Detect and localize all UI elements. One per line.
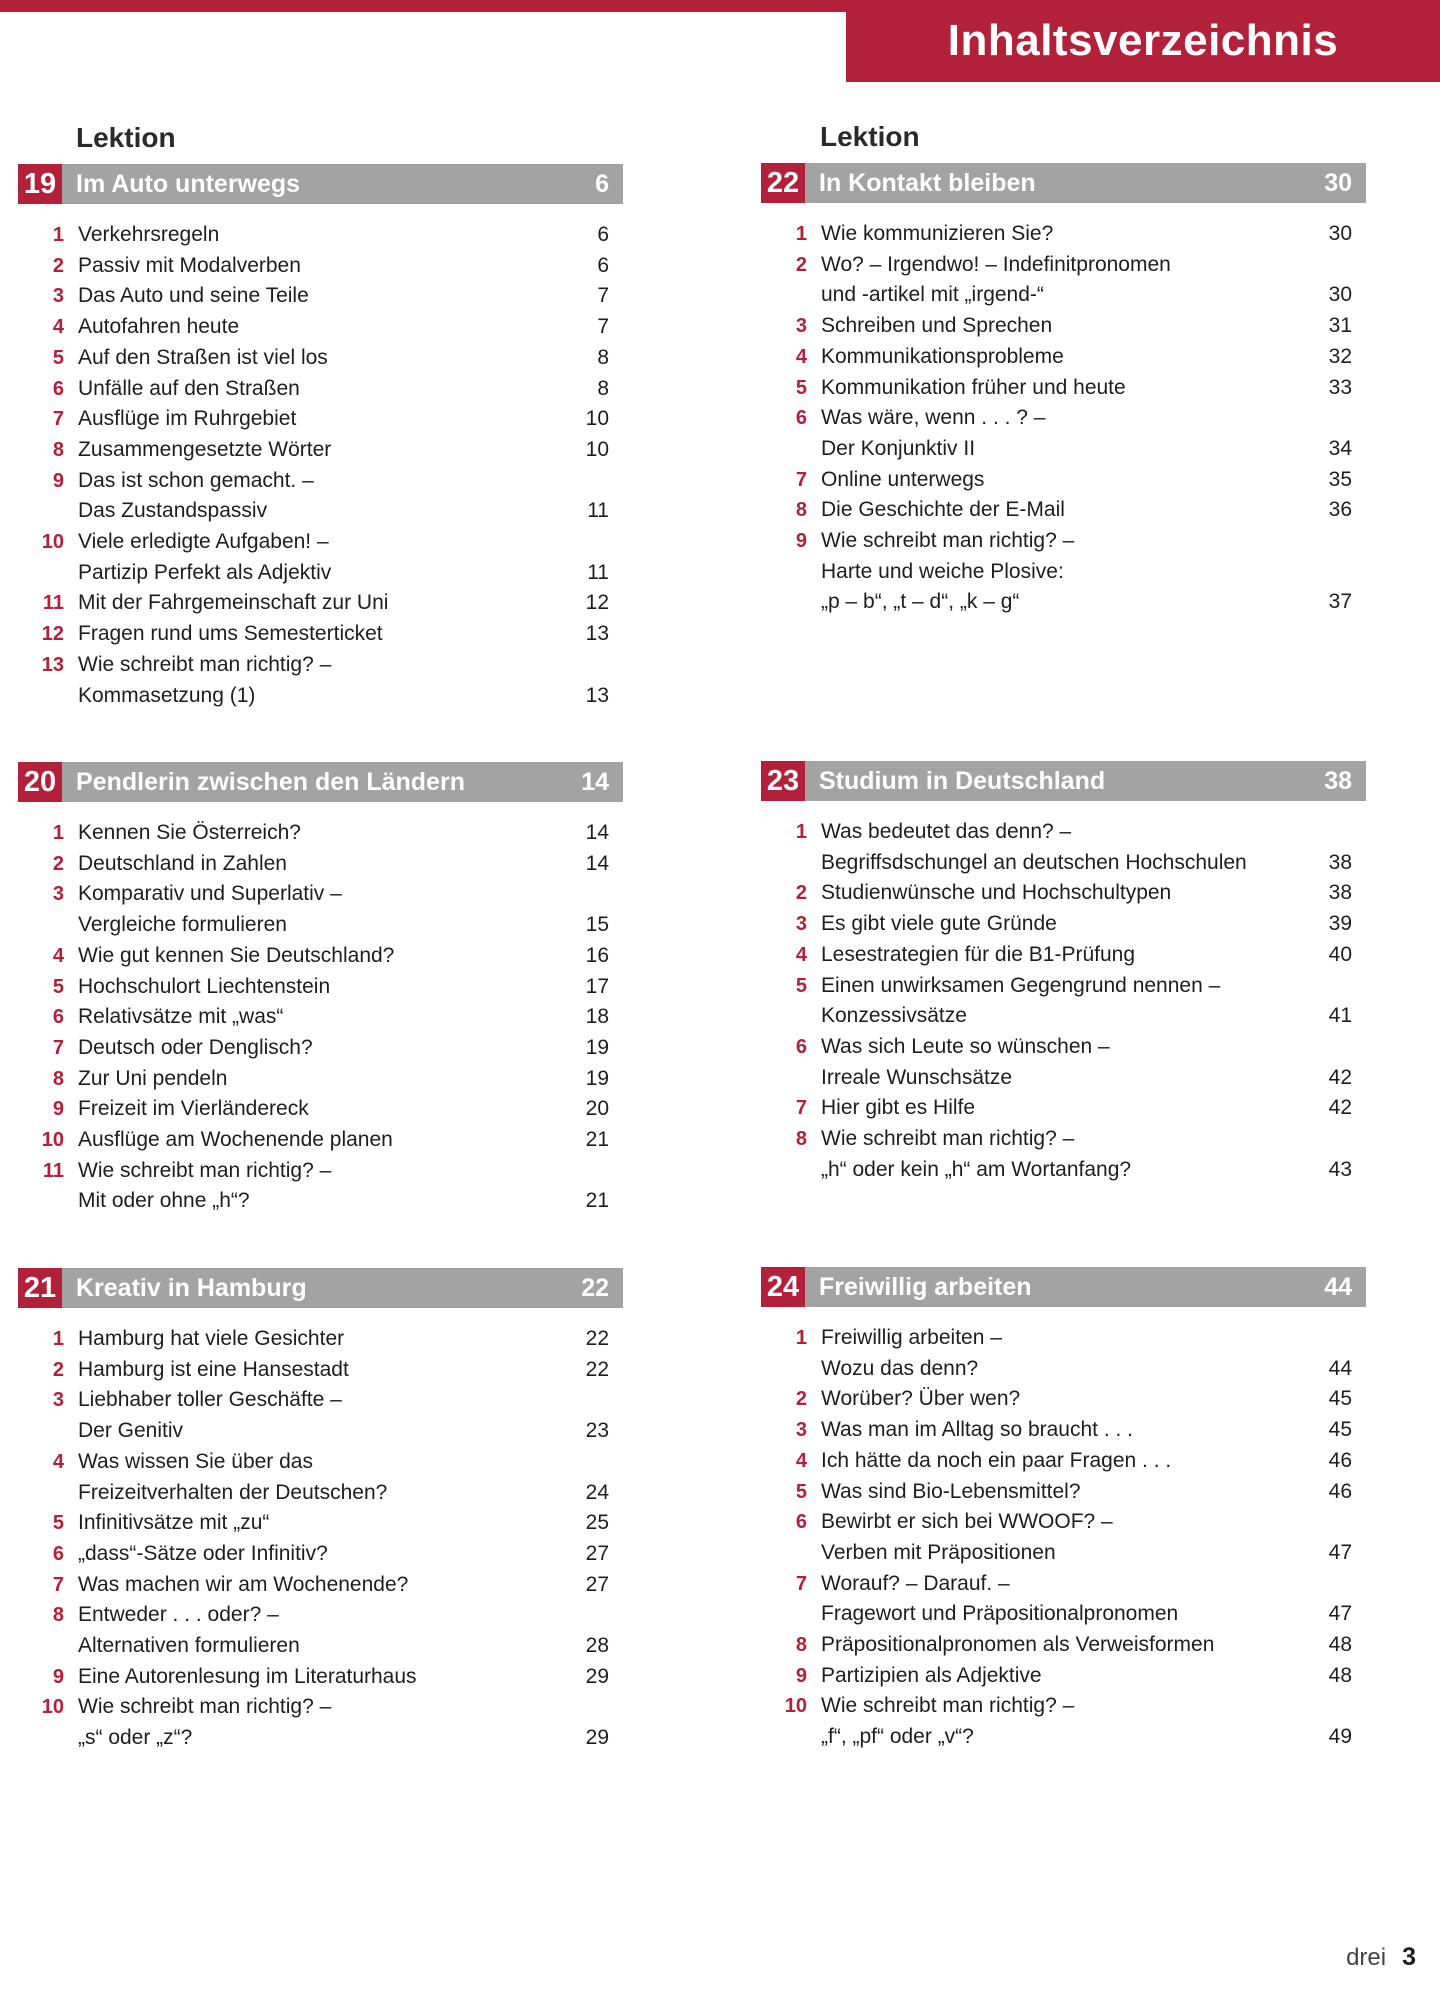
entry-title: Was bedeutet das denn? – Begriffsdschungel an deutschen Hochschulen	[821, 820, 1247, 874]
entry-number: 3	[795, 913, 807, 936]
entry-title: Zusammengesetzte Wörter	[78, 437, 332, 461]
section-number-badge: 20	[18, 762, 62, 802]
entry-page-number: 47	[1328, 1540, 1352, 1564]
entry-number: 11	[42, 592, 64, 615]
entry-number: 3	[52, 285, 64, 308]
page-number: 3	[1402, 1943, 1416, 1971]
entry-number: 8	[795, 1634, 807, 1657]
entry-page-number: 13	[585, 683, 609, 707]
entry-title: Das Auto und seine Teile	[78, 284, 309, 308]
section-title: Freiwillig arbeiten	[819, 1272, 1032, 1301]
entry-number: 5	[52, 346, 64, 369]
entry-number: 2	[52, 1358, 64, 1381]
entry-title: Was wissen Sie über das Freizeitverhalten der Deutschen?	[78, 1449, 388, 1504]
section-item-list	[18, 1324, 623, 1754]
toc-entry	[761, 1507, 1366, 1568]
toc-entry	[18, 220, 623, 251]
entry-number: 5	[795, 376, 807, 399]
toc-entry	[761, 219, 1366, 250]
entry-number: 3	[52, 883, 64, 906]
section-page-number: 38	[1324, 766, 1352, 795]
entry-title: Was man im Alltag so braucht . . .	[821, 1418, 1134, 1442]
entry-number: 2	[795, 1388, 807, 1411]
entry-page-number: 35	[1328, 467, 1352, 491]
entry-title: Wie schreibt man richtig? – „h“ oder kein „h“ am Wortanfang?	[821, 1127, 1132, 1181]
entry-title: Was machen wir am Wochenende?	[78, 1572, 409, 1596]
entry-title: Eine Autorenlesung im Literaturhaus	[78, 1664, 417, 1688]
entry-title: Was sind Bio-Lebensmittel?	[821, 1479, 1081, 1503]
entry-number: 2	[52, 852, 64, 875]
entry-page-number: 7	[597, 315, 609, 339]
entry-page-number: 29	[585, 1726, 609, 1750]
toc-entry	[18, 849, 623, 880]
section-item-list	[761, 219, 1366, 618]
toc-entry	[18, 1324, 623, 1355]
toc-entry	[18, 1539, 623, 1570]
entry-number: 10	[41, 1696, 64, 1719]
section-title: Pendlerin zwischen den Ländern	[76, 767, 465, 796]
section-header	[761, 163, 1366, 203]
toc-entry	[18, 879, 623, 940]
entry-number: 9	[795, 530, 807, 553]
toc-entry	[18, 1447, 623, 1508]
page-footer	[1346, 1943, 1416, 1972]
toc-entry	[761, 1569, 1366, 1630]
entry-title: Die Geschichte der E-Mail	[821, 498, 1065, 522]
entry-page-number: 15	[585, 913, 609, 937]
entry-number: 5	[52, 975, 64, 998]
entry-title: Einen unwirksamen Gegengrund nennen – Konzessivsätze	[821, 973, 1221, 1028]
entry-page-number: 37	[1328, 590, 1352, 614]
toc-entry	[761, 1124, 1366, 1185]
entry-title: Infinitivsätze mit „zu“	[78, 1511, 270, 1535]
lesson-section-20	[18, 762, 623, 1217]
toc-entry	[761, 817, 1366, 878]
entry-number: 6	[52, 1006, 64, 1029]
entry-page-number: 44	[1328, 1356, 1352, 1380]
section-item-list	[18, 220, 623, 711]
entry-number: 11	[42, 1159, 64, 1182]
entry-page-number: 12	[585, 591, 609, 615]
entry-page-number: 31	[1328, 314, 1352, 338]
entry-number: 13	[41, 653, 64, 676]
entry-page-number: 23	[585, 1419, 609, 1443]
lesson-section-22	[761, 163, 1366, 618]
entry-number: 8	[52, 1067, 64, 1090]
section-header	[761, 1267, 1366, 1307]
toc-entry	[18, 527, 623, 588]
entry-page-number: 32	[1328, 344, 1352, 368]
entry-page-number: 27	[585, 1572, 609, 1596]
toc-entry	[761, 1384, 1366, 1415]
entry-number: 6	[52, 377, 64, 400]
lektion-label-left: Lektion	[76, 122, 176, 153]
entry-number: 7	[795, 468, 807, 491]
entry-title: Fragen rund ums Semesterticket	[78, 622, 383, 646]
entry-page-number: 24	[585, 1480, 609, 1504]
entry-number: 2	[795, 882, 807, 905]
section-header	[18, 164, 623, 204]
entry-number: 6	[52, 1542, 64, 1565]
entry-number: 10	[784, 1695, 807, 1718]
toc-entry	[761, 1446, 1366, 1477]
toc-entry	[761, 495, 1366, 526]
entry-title: Freiwillig arbeiten – Wozu das denn?	[821, 1326, 1002, 1380]
toc-entry	[761, 1661, 1366, 1692]
toc-entry	[18, 466, 623, 527]
entry-title: Auf den Straßen ist viel los	[78, 345, 328, 369]
entry-number: 4	[52, 316, 64, 339]
entry-page-number: 28	[585, 1634, 609, 1658]
entry-title: Hamburg ist eine Hansestadt	[78, 1357, 349, 1381]
section-number-badge: 21	[18, 1268, 62, 1308]
toc-entry	[761, 1323, 1366, 1384]
section-header	[18, 762, 623, 802]
entry-title: Partizipien als Adjektive	[821, 1663, 1042, 1687]
section-header	[18, 1268, 623, 1308]
entry-page-number: 39	[1328, 912, 1352, 936]
entry-page-number: 45	[1328, 1387, 1352, 1411]
entry-number: 6	[795, 1035, 807, 1058]
entry-page-number: 27	[585, 1541, 609, 1565]
toc-entry	[18, 818, 623, 849]
entry-number: 1	[52, 224, 64, 246]
section-item-list	[761, 817, 1366, 1185]
entry-number: 9	[52, 1665, 64, 1688]
toc-entry	[18, 1033, 623, 1064]
toc-entry	[18, 972, 623, 1003]
entry-title: Autofahren heute	[78, 315, 240, 339]
entry-number: 4	[795, 943, 807, 966]
toc-entry	[18, 1662, 623, 1693]
entry-number: 1	[795, 223, 807, 245]
entry-title: Kennen Sie Österreich?	[78, 821, 301, 844]
entry-title: „dass“-Sätze oder Infinitiv?	[78, 1541, 328, 1565]
entry-number: 7	[795, 1572, 807, 1595]
section-number-badge: 19	[18, 164, 62, 204]
toc-entry	[18, 1385, 623, 1446]
toc-entry	[761, 971, 1366, 1032]
entry-title: Wo? – Irgendwo! – Indefinitpronomen und -artikel mit „irgend-“	[821, 252, 1171, 307]
entry-number: 4	[52, 1450, 64, 1473]
entry-title: Mit der Fahrgemeinschaft zur Uni	[78, 591, 389, 615]
entry-page-number: 16	[585, 943, 609, 967]
entry-page-number: 40	[1328, 942, 1352, 966]
entry-title: Wie schreibt man richtig? – Kommasetzung (1)	[78, 652, 332, 707]
entry-number: 4	[795, 345, 807, 368]
toc-entry	[761, 1032, 1366, 1093]
section-title: Studium in Deutschland	[819, 766, 1106, 795]
entry-page-number: 42	[1328, 1096, 1352, 1120]
entry-title: Passiv mit Modalverben	[78, 253, 301, 277]
section-item-list	[761, 1323, 1366, 1753]
toc-entry	[18, 435, 623, 466]
section-title: Kreativ in Hamburg	[76, 1273, 307, 1302]
entry-title: Viele erledigte Aufgaben! – Partizip Perfekt als Adjektiv	[78, 530, 332, 584]
entry-title: Kommunikation früher und heute	[821, 375, 1126, 399]
entry-page-number: 29	[585, 1664, 609, 1688]
entry-number: 7	[52, 408, 64, 431]
entry-title: Was wäre, wenn . . . ? – Der Konjunktiv II	[821, 406, 1046, 460]
toc-entry	[18, 1125, 623, 1156]
entry-page-number: 46	[1328, 1448, 1352, 1472]
toc-entry	[18, 1064, 623, 1095]
entry-number: 6	[795, 407, 807, 430]
entry-number: 12	[41, 623, 64, 646]
entry-title: Präpositionalpronomen als Verweisformen	[821, 1633, 1215, 1657]
entry-page-number: 7	[597, 284, 609, 308]
entry-page-number: 33	[1328, 375, 1352, 399]
entry-page-number: 19	[585, 1066, 609, 1090]
entry-title: Komparativ und Superlativ – Vergleiche formulieren	[78, 882, 342, 937]
entry-number: 8	[52, 1604, 64, 1627]
toc-entry	[18, 1156, 623, 1217]
toc-entry	[761, 373, 1366, 404]
entry-title: Ausflüge am Wochenende planen	[78, 1128, 393, 1152]
section-page-number: 22	[581, 1273, 609, 1302]
entry-page-number: 20	[585, 1097, 609, 1121]
lektion-label-right: Lektion	[820, 121, 920, 152]
entry-title: Kommunikationsprobleme	[821, 344, 1064, 368]
entry-page-number: 22	[585, 1357, 609, 1381]
toc-entry	[18, 1692, 623, 1753]
entry-number: 8	[795, 1128, 807, 1151]
toc-entry	[761, 1691, 1366, 1752]
section-header	[761, 761, 1366, 801]
entry-title: Wie schreibt man richtig? – Harte und weiche Plosive: „p – b“, „t – d“, „k – g“	[821, 529, 1075, 614]
entry-page-number: 14	[585, 851, 609, 875]
entry-number: 8	[52, 438, 64, 461]
toc-entry	[761, 526, 1366, 618]
entry-title: Worauf? – Darauf. – Fragewort und Präpositionalpronomen	[821, 1571, 1179, 1626]
entry-page-number: 41	[1328, 1004, 1352, 1028]
entry-title: Freizeit im Vierländereck	[78, 1097, 309, 1121]
entry-title: Entweder . . . oder? – Alternativen formulieren	[78, 1603, 300, 1658]
entry-page-number: 45	[1328, 1418, 1352, 1442]
entry-page-number: 46	[1328, 1479, 1352, 1503]
section-number-badge: 23	[761, 761, 805, 801]
entry-number: 7	[52, 1036, 64, 1059]
entry-title: Das ist schon gemacht. – Das Zustandspassiv	[78, 468, 314, 523]
toc-entry	[18, 1600, 623, 1661]
toc-entry	[761, 1093, 1366, 1124]
entry-page-number: 8	[597, 345, 609, 369]
toc-entry	[761, 465, 1366, 496]
entry-number: 7	[795, 1097, 807, 1120]
entry-page-number: 21	[585, 1189, 609, 1213]
lesson-section-21	[18, 1268, 623, 1754]
entry-title: Lesestrategien für die B1-Prüfung	[821, 942, 1136, 966]
section-page-number: 6	[595, 169, 609, 198]
entry-number: 2	[52, 254, 64, 277]
entry-title: Was sich Leute so wünschen – Irreale Wunschsätze	[821, 1034, 1110, 1089]
toc-entry	[761, 1415, 1366, 1446]
entry-page-number: 10	[585, 407, 609, 431]
entry-number: 5	[52, 1512, 64, 1535]
entry-title: Wie gut kennen Sie Deutschland?	[78, 943, 395, 967]
entry-title: Wie schreibt man richtig? – „s“ oder „z“?	[78, 1695, 332, 1750]
toc-entry	[18, 650, 623, 711]
entry-page-number: 30	[1328, 222, 1352, 245]
entry-page-number: 6	[597, 253, 609, 277]
entry-page-number: 19	[585, 1035, 609, 1059]
entry-page-number: 11	[587, 560, 609, 584]
entry-number: 1	[795, 1327, 807, 1349]
toc-entry	[761, 909, 1366, 940]
toc-entry	[18, 588, 623, 619]
entry-title: Hier gibt es Hilfe	[821, 1096, 976, 1120]
entry-number: 3	[795, 315, 807, 338]
entry-number: 5	[795, 974, 807, 997]
entry-page-number: 21	[585, 1128, 609, 1152]
entry-page-number: 43	[1328, 1157, 1352, 1181]
entry-page-number: 8	[597, 376, 609, 400]
entry-number: 2	[795, 253, 807, 276]
entry-number: 1	[795, 821, 807, 843]
entry-title: Online unterwegs	[821, 467, 985, 491]
entry-number: 10	[41, 531, 64, 554]
entry-page-number: 48	[1328, 1663, 1352, 1687]
entry-page-number: 14	[585, 821, 609, 844]
entry-number: 9	[52, 1098, 64, 1121]
entry-title: Ich hätte da noch ein paar Fragen . . .	[821, 1448, 1172, 1472]
entry-page-number: 10	[585, 437, 609, 461]
entry-title: Bewirbt er sich bei WWOOF? – Verben mit Präpositionen	[821, 1510, 1113, 1564]
entry-title: Studienwünsche und Hochschultypen	[821, 881, 1172, 905]
toc-entry	[761, 1630, 1366, 1661]
toc-entry	[18, 404, 623, 435]
entry-title: Relativsätze mit „was“	[78, 1005, 284, 1029]
lesson-section-24	[761, 1267, 1366, 1753]
entry-title: Zur Uni pendeln	[78, 1066, 228, 1090]
entry-title: Hochschulort Liechtenstein	[78, 974, 331, 998]
entry-title: Verkehrsregeln	[78, 223, 220, 246]
entry-page-number: 11	[587, 499, 609, 523]
toc-entry	[18, 343, 623, 374]
section-page-number: 30	[1324, 168, 1352, 197]
toc-entry	[18, 374, 623, 405]
entry-title: Unfälle auf den Straßen	[78, 376, 300, 400]
toc-entry	[761, 403, 1366, 464]
toc-entry	[18, 941, 623, 972]
entry-number: 9	[795, 1664, 807, 1687]
entry-page-number: 49	[1328, 1725, 1352, 1749]
toc-entry	[761, 1477, 1366, 1508]
toc-entry	[761, 342, 1366, 373]
toc-entry	[761, 250, 1366, 311]
entry-number: 4	[52, 944, 64, 967]
toc-entry	[18, 1094, 623, 1125]
entry-title: Wie schreibt man richtig? – Mit oder ohne „h“?	[78, 1158, 332, 1213]
section-page-number: 44	[1324, 1272, 1352, 1301]
entry-page-number: 42	[1328, 1065, 1352, 1089]
entry-page-number: 36	[1328, 498, 1352, 522]
entry-number: 1	[52, 1328, 64, 1350]
entry-number: 4	[795, 1449, 807, 1472]
entry-number: 7	[52, 1573, 64, 1596]
entry-page-number: 38	[1328, 850, 1352, 874]
entry-number: 3	[795, 1419, 807, 1442]
toc-entry	[18, 312, 623, 343]
entry-number: 5	[795, 1480, 807, 1503]
entry-title: Deutschland in Zahlen	[78, 851, 287, 875]
entry-number: 1	[52, 822, 64, 844]
entry-number: 3	[52, 1389, 64, 1412]
section-title: Im Auto unterwegs	[76, 169, 301, 198]
entry-number: 10	[41, 1129, 64, 1152]
entry-page-number: 38	[1328, 881, 1352, 905]
lesson-section-19	[18, 164, 623, 711]
section-title: In Kontakt bleiben	[819, 168, 1036, 197]
lesson-section-23	[761, 761, 1366, 1185]
toc-entry	[18, 1002, 623, 1033]
entry-number: 8	[795, 499, 807, 522]
entry-title: Wie kommunizieren Sie?	[821, 222, 1054, 245]
toc-entry	[18, 1570, 623, 1601]
toc-entry	[18, 1508, 623, 1539]
toc-entry	[18, 619, 623, 650]
section-item-list	[18, 818, 623, 1217]
entry-title: Schreiben und Sprechen	[821, 314, 1053, 338]
entry-page-number: 18	[585, 1005, 609, 1029]
entry-title: Worüber? Über wen?	[821, 1387, 1021, 1411]
section-number-badge: 24	[761, 1267, 805, 1307]
entry-title: Liebhaber toller Geschäfte – Der Genitiv	[78, 1388, 342, 1443]
section-number-badge: 22	[761, 163, 805, 203]
entry-page-number: 17	[585, 974, 609, 998]
toc-entry	[18, 281, 623, 312]
toc-entry	[18, 1355, 623, 1386]
entry-title: Es gibt viele gute Gründe	[821, 912, 1057, 936]
entry-page-number: 22	[585, 1327, 609, 1350]
entry-title: Deutsch oder Denglisch?	[78, 1035, 313, 1059]
entry-page-number: 48	[1328, 1633, 1352, 1657]
entry-page-number: 13	[585, 622, 609, 646]
page-title: Inhaltsverzeichnis	[846, 0, 1440, 82]
entry-number: 6	[795, 1511, 807, 1534]
entry-page-number: 30	[1328, 283, 1352, 307]
toc-entry	[18, 251, 623, 282]
toc-entry	[761, 878, 1366, 909]
entry-title: Ausflüge im Ruhrgebiet	[78, 407, 297, 431]
entry-page-number: 25	[585, 1511, 609, 1535]
entry-page-number: 34	[1328, 436, 1352, 460]
entry-number: 9	[52, 469, 64, 492]
toc-entry	[761, 940, 1366, 971]
entry-page-number: 6	[597, 223, 609, 246]
section-page-number: 14	[581, 767, 609, 796]
entry-title: Hamburg hat viele Gesichter	[78, 1327, 345, 1350]
entry-title: Wie schreibt man richtig? – „f“, „pf“ oder „v“?	[821, 1694, 1075, 1749]
toc-entry	[761, 311, 1366, 342]
entry-page-number: 47	[1328, 1602, 1352, 1626]
page-number-word: drei	[1346, 1944, 1387, 1971]
